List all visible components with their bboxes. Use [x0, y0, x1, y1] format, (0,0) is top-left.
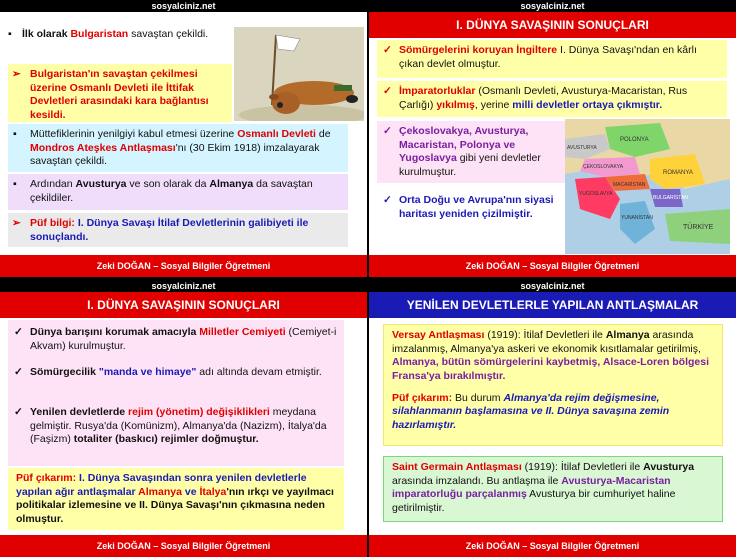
bullet-rejim-degisiklikleri: ✓ Yenilen devletlerde rejim (yönetim) değişiklikleri meydana gelmiştir. Rusya'da (Komünizm), Almanya'da (Nazizm), İtalya'da (Faşizm) totaliter (baskıcı) rejimler doğmuştur. [14, 406, 327, 446]
bullet-harita: ✓ Orta Doğu ve Avrupa'nın siyasi haritası yeniden çizilmiştir. [377, 190, 565, 238]
puf-bilgi-box: ➢ Püf bilgi: I. Dünya Savaşı İtilaf Devletlerinin galibiyeti ile sonuçlandı. [8, 213, 348, 247]
map-label-romanya: ROMANYA [663, 170, 693, 176]
check-bullet-icon: ✓ [14, 406, 23, 418]
versay-text: Versay Antlaşması (1919): İtilaf Devletleri ile Almanya arasında imzalanmış, Almanya'ya askeri ve ekonomik kısıtlamalar getirilmiş, Almanya, bütün sömürgelerini kaybetmiş, Alsace-Loren bölgesi Fransa'ya bırakılmıştır. [392, 329, 710, 382]
check-bullet-icon: ✓ [383, 44, 392, 56]
map-label-avusturya: AVUSTURYA [567, 145, 597, 151]
slide-4 [369, 280, 736, 557]
slide-footer: Zeki DOĞAN – Sosyal Bilgiler Öğretmeni [0, 535, 367, 557]
bullet-kara-baglantisi: ➢ Bulgaristan'ın savaştan çekilmesi üzerine Osmanlı Devleti ile İttifak Devletleri arasındaki kara bağlantısı kesildi. [8, 64, 232, 122]
bullet-bulgaristan: ▪ İlk olarak Bulgaristan savaştan çekildi. [8, 28, 209, 40]
saint-germain-box: Saint Germain Antlaşması (1919): İtilaf Devletleri ile Avusturya arasında imzalandı. Bu antlaşma ile Avusturya-Macaristan imparatorluğu parçalanmış Avusturya bir cumhuriyet haline getirilmiştir. [383, 456, 723, 522]
check-bullet-icon: ✓ [383, 194, 392, 206]
site-header: sosyalciniz.net [0, 280, 367, 292]
bullet-milletler-cemiyeti: ✓ Dünya barışını korumak amacıyla Milletler Cemiyeti (Cemiyet-i Akvam) kurulmuştur. [14, 326, 337, 352]
bullet-mondros: ▪ Müttefiklerinin yenilgiyi kabul etmesi üzerine Osmanlı Devleti de Mondros Ateşkes Antlaşması'nı (30 Ekim 1918) imzalayarak savaştan çekildi. [8, 124, 348, 172]
slide-footer: Zeki DOĞAN – Sosyal Bilgiler Öğretmeni [0, 255, 367, 277]
map-label-macaristan: MACARİSTAN [613, 182, 646, 188]
slide-footer: Zeki DOĞAN – Sosyal Bilgiler Öğretmeni [369, 255, 736, 277]
map-label-polonya: POLONYA [620, 137, 649, 143]
arrow-bullet-icon: ➢ [12, 68, 21, 80]
site-header: sosyalciniz.net [0, 0, 367, 12]
square-bullet-icon: ▪ [8, 28, 12, 40]
europe-map-image [565, 119, 730, 254]
surrender-cartoon-image [234, 27, 364, 121]
slide-title: I. DÜNYA SAVAŞININ SONUÇLARI [369, 12, 736, 38]
bullet-ingiltere: ✓ Sömürgelerini koruyan İngiltere I. Dünya Savaşı'ndan en kârlı çıkan devlet olmuştur. [377, 40, 727, 78]
site-header: sosyalciniz.net [369, 280, 736, 292]
slide-3 [0, 280, 367, 557]
square-bullet-icon: ▪ [13, 178, 17, 190]
map-label-yunanistan: YUNANİSTAN [621, 215, 653, 221]
arrow-bullet-icon: ➢ [12, 217, 21, 229]
slide-title: YENİLEN DEVLETLERLE YAPILAN ANTLAŞMALAR [369, 292, 736, 318]
check-bullet-icon: ✓ [14, 326, 23, 338]
site-header: sosyalciniz.net [369, 0, 736, 12]
check-bullet-icon: ✓ [383, 85, 392, 97]
square-bullet-icon: ▪ [13, 128, 17, 140]
map-label-yugoslavya: YUGOSLAVYA [579, 191, 613, 197]
puf-cikarim-box: Püf çıkarım: I. Dünya Savaşından sonra yenilen devletlerle yapılan ağır antlaşmalar Almanya ve İtalya'nın ırkçı ve yayılmacı politikalar izlemesine ve II. Dünya Savaşı'nın çıkmasına neden olmuştur. [8, 468, 344, 530]
bullet-imparatorluklar: ✓ İmparatorluklar (Osmanlı Devleti, Avusturya-Macaristan, Rus Çarlığı) yıkılmış, yerine milli devletler ortaya çıkmıştır. [377, 81, 727, 117]
slide-title: I. DÜNYA SAVAŞININ SONUÇLARI [0, 292, 367, 318]
versay-box [383, 324, 723, 446]
bullet-yeni-devletler: ✓ Çekoslovakya, Avusturya, Macaristan, Polonya ve Yugoslavya gibi yeni devletler kurulmuştur. [377, 121, 565, 183]
bullet-avusturya-almanya: ▪ Ardından Avusturya ve son olarak da Almanya da savaştan çekildiler. [8, 174, 348, 210]
check-bullet-icon: ✓ [383, 125, 392, 137]
map-label-bulgaristan: BULGARİSTAN [653, 195, 688, 201]
bullet-manda-himaye: ✓ Sömürgecilik "manda ve himaye" adı altında devam etmiştir. [14, 366, 322, 378]
map-label-turkiye: TÜRKİYE [683, 224, 714, 231]
slide-footer: Zeki DOĞAN – Sosyal Bilgiler Öğretmeni [369, 535, 736, 557]
slide-1 [0, 0, 367, 277]
map-label-cekoslovakya: ÇEKOSLOVAKYA [583, 164, 624, 170]
check-bullet-icon: ✓ [14, 366, 23, 378]
versay-puf-cikarim: Püf çıkarım: Bu durum Almanya'da rejim değişmesine, silahlanmanın başlamasına ve II. Dünya savaşına zemin hazırlamıştır. [392, 391, 670, 431]
